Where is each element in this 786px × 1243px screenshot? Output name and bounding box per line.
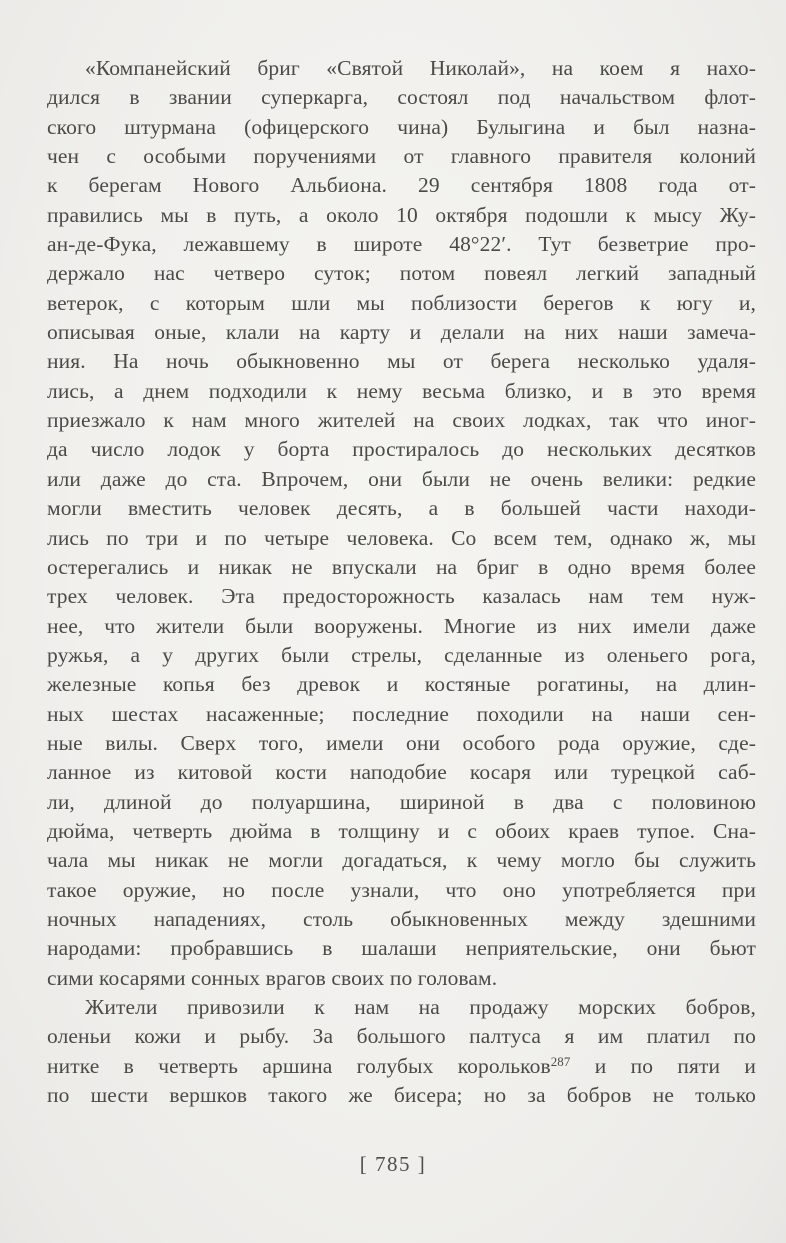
text-line: нее, что жители были вооружены. Многие из них имели даже	[47, 613, 756, 638]
text-line: железные копья без древок и костяные рогатины, на длин-	[47, 672, 756, 697]
text-line: ли, длиной до полуаршина, шириной в два с половиною	[47, 789, 756, 814]
text-line: лись, а днем подходили к нему весьма близко, и в это время	[47, 378, 756, 403]
text-line: ланное из китовой кости наподобие косаря или турецкой саб-	[47, 760, 756, 785]
text-line: держало нас четверо суток; потом повеял легкий западный	[47, 261, 756, 286]
text-line: по шести вершков такого же бисера; но за бобров не только	[47, 1083, 756, 1108]
text-line: ружья, а у других были стрелы, сделанные из оленьего рога,	[47, 642, 756, 667]
text-line: приезжало к нам много жителей на своих лодках, так что иног-	[47, 408, 756, 433]
page-number: [ 785 ]	[359, 1152, 427, 1176]
text-line: лись по три и по четыре человека. Со всем тем, однако ж, мы	[47, 525, 756, 550]
text-line: ан-де-Фука, лежавшему в широте 48°22′. Тут безветрие про-	[47, 232, 756, 257]
text-line: ных шестах насаженные; последние походили на наши сен-	[47, 701, 756, 726]
text-line: нитке в четверть аршина голубых корольков$^{287}$ и по пяти и	[47, 1053, 756, 1078]
footnote-reference: 287	[550, 1055, 571, 1070]
text-line: ветерок, с которым шли мы поблизости берегов к югу и,	[47, 290, 756, 315]
text-line: могли вместить человек десять, а в большей части находи-	[47, 496, 756, 521]
text-line: или даже до ста. Впрочем, они были не очень велики: редкие	[47, 466, 756, 491]
text-line: народами: пробравшись в шалаши неприятельские, они бьют	[47, 936, 756, 961]
text-line: «Компанейский бриг «Святой Николай», на коем я нахо-	[85, 56, 756, 80]
text-line: чен с особыми поручениями от главного правителя колоний	[47, 144, 756, 169]
text-line: трех человек. Эта предосторожность казалась нам тем нуж-	[47, 584, 756, 609]
text-line: правились мы в путь, а около 10 октября подошли к мысу Жу-	[47, 202, 756, 227]
text-line: дился в звании суперкарга, состоял под начальством флот-	[47, 85, 756, 110]
text-line: Жители привозили к нам на продажу морских бобров,	[85, 995, 756, 1019]
text-line: описывая оные, клали на карту и делали на них наши замеча-	[47, 320, 756, 345]
text-line: сими косарями сонных врагов своих по головам.	[47, 965, 498, 990]
text-line: чала мы никак не могли догадаться, к чему могло бы служить	[47, 848, 756, 873]
text-line: да число лодок у борта простиралось до нескольких десятков	[47, 437, 756, 462]
text-line: остерегались и никак не впускали на бриг в одно время более	[47, 554, 756, 579]
body-text	[47, 54, 756, 1110]
text-line: ные вилы. Сверх того, имели они особого рода оружие, сде-	[47, 730, 756, 755]
text-line: дюйма, четверть дюйма в толщину и с обоих краев тупое. Сна-	[47, 818, 756, 843]
text-line: ночных нападениях, столь обыкновенных между здешними	[47, 906, 756, 931]
text-line: к берегам Нового Альбиона. 29 сентября 1808 года от-	[47, 173, 756, 198]
text-line: такое оружие, но после узнали, что оно употребляется при	[47, 877, 756, 902]
text-line: ского штурмана (офицерского чина) Булыгина и был назна-	[47, 114, 756, 139]
text-line: оленьи кожи и рыбу. За большого палтуса я им платил по	[47, 1024, 756, 1049]
text-line: ния. На ночь обыкновенно мы от берега несколько удаля-	[47, 349, 756, 374]
